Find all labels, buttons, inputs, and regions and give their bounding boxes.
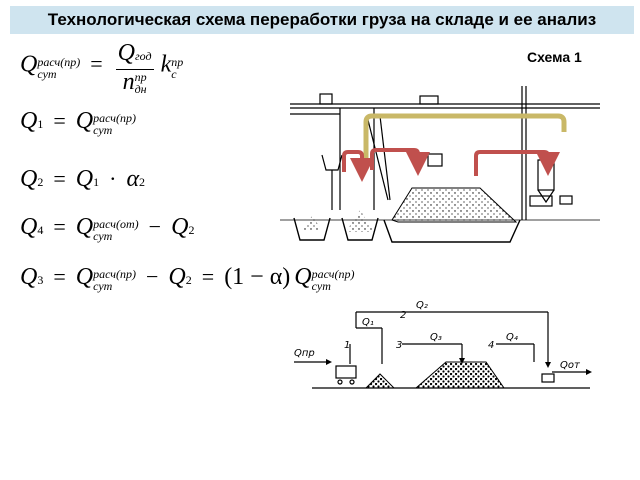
denominator-sub: дн — [134, 82, 147, 97]
title-bar — [10, 6, 634, 34]
arrowhead — [586, 369, 592, 375]
formula-q4 — [20, 214, 194, 242]
warehouse-drawing — [280, 60, 600, 260]
formula-sup: расч(пр) — [93, 267, 136, 282]
equals-sign: = — [53, 108, 66, 133]
equals-sign: = — [53, 214, 66, 239]
formula-daily-volume — [20, 40, 183, 95]
formula-symbol: Q — [75, 166, 94, 192]
formula-sub: сут — [93, 229, 113, 244]
flow-label-2: 2 — [400, 310, 407, 321]
formula-sub: сут — [93, 123, 113, 138]
flow-arrow-yellow — [366, 116, 564, 162]
formula-sub: 2 — [139, 175, 146, 189]
formula-symbol: Q — [75, 108, 94, 134]
formula-symbol: Q — [75, 214, 94, 240]
equals-sign: = — [53, 166, 66, 191]
formula-sub: 4 — [37, 223, 44, 237]
arrowhead — [545, 362, 551, 368]
formula-sub: 3 — [37, 273, 44, 287]
formula-sub: 2 — [188, 223, 195, 237]
coefficient-sub: с — [171, 66, 177, 81]
flow-diagram — [290, 298, 610, 398]
page-title: Технологическая схема переработки груза на складе и ее анализ — [47, 10, 597, 29]
formula-paren: (1 − α) — [224, 264, 291, 290]
formula-q1 — [20, 108, 136, 136]
flow-label-qpr: Qпр — [294, 348, 315, 359]
formula-sub: сут — [37, 66, 57, 81]
formula-q2 — [20, 166, 145, 193]
multiply-sign: · — [109, 166, 117, 191]
formula-symbol: α — [126, 166, 140, 192]
flow-label-4: 4 — [488, 340, 495, 351]
arrowhead — [326, 359, 332, 365]
formula-sup: расч(пр) — [93, 111, 136, 126]
equals-sign: = — [90, 51, 103, 77]
formula-symbol: Q — [20, 264, 38, 290]
scheme-label: Схема 1 — [527, 49, 582, 65]
formula-sub: сут — [93, 279, 113, 294]
formula-symbol: Q — [20, 108, 38, 134]
formula-symbol: Q — [168, 264, 186, 290]
fraction — [116, 40, 154, 95]
minus-sign: − — [146, 264, 159, 289]
flow-label-q3: Q₃ — [430, 332, 442, 343]
flow-label-1: 1 — [344, 340, 351, 351]
equals-sign: = — [201, 264, 215, 289]
flow-label-q4: Q₄ — [506, 332, 518, 343]
numerator-sub: год — [135, 49, 152, 63]
formula-q3 — [20, 264, 355, 292]
silo — [530, 160, 572, 206]
flow-label-q2: Q₂ — [416, 300, 428, 311]
formula-symbol: Q — [20, 214, 38, 240]
formula-sup: расч(пр) — [311, 267, 355, 282]
formula-symbol: Q — [294, 264, 312, 290]
denominator-sup: пр — [134, 70, 147, 85]
formula-sub: 1 — [37, 117, 44, 131]
flow-arrow-red-2 — [372, 150, 418, 170]
flow-label-q1: Q₁ — [362, 317, 374, 328]
flow-arrow-red-3 — [476, 152, 548, 176]
hopper — [322, 155, 342, 210]
formula-sub: 1 — [93, 175, 100, 189]
flow-label-3: 3 — [396, 340, 403, 351]
formula-sub: 2 — [37, 175, 44, 189]
formula-symbol: Q — [20, 166, 38, 192]
formula-sub: 2 — [185, 273, 192, 287]
flow-label-qot: Qот — [560, 360, 580, 371]
bucket — [428, 154, 442, 166]
equals-sign: = — [53, 264, 66, 289]
flow-arrow-red-1 — [344, 152, 362, 172]
formula-sup: расч(пр) — [37, 54, 81, 69]
formula-symbol: Q — [171, 214, 189, 240]
denominator: n — [122, 69, 135, 95]
coefficient: k — [160, 51, 172, 78]
formula-symbol: Q — [75, 264, 94, 290]
formula-sup: расч(от) — [93, 217, 139, 232]
numerator: Q — [117, 40, 135, 66]
formula-symbol: Q — [20, 51, 38, 78]
formula-sub: сут — [311, 279, 331, 294]
minus-sign: − — [148, 214, 162, 239]
flow-piles — [366, 362, 504, 388]
coefficient-sup: пр — [171, 54, 184, 69]
